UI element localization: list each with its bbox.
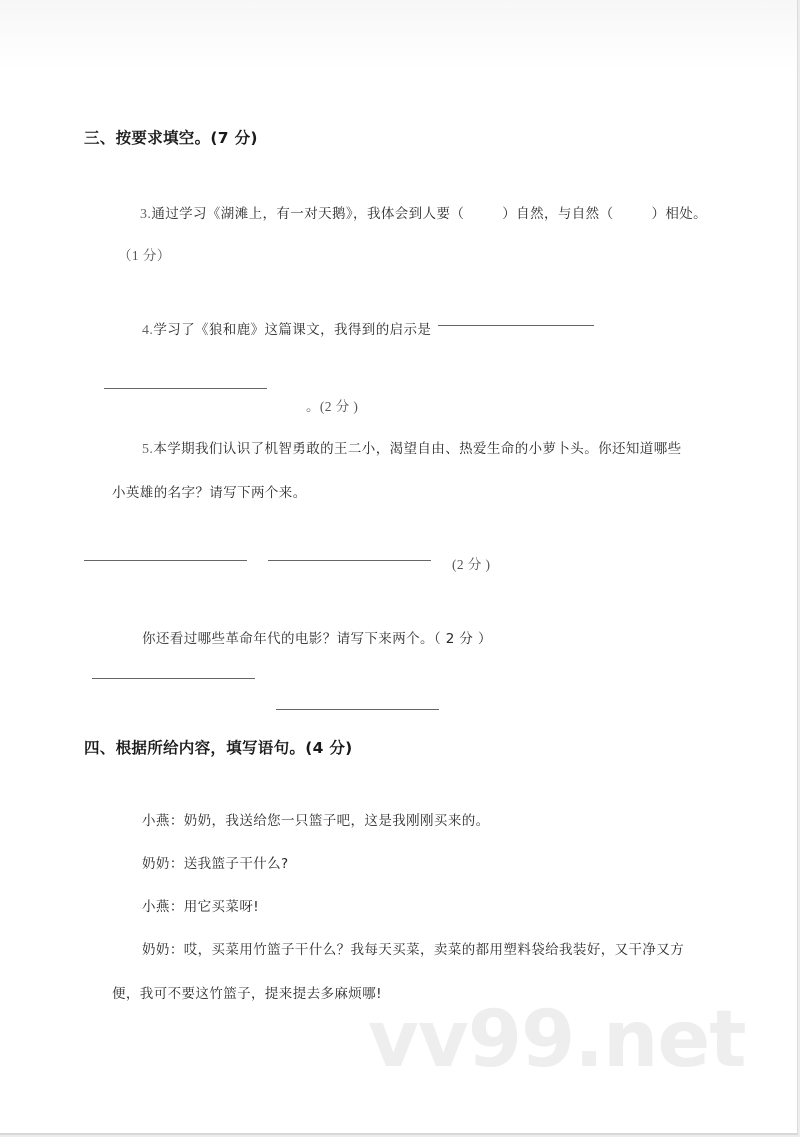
dialogue-colon: ：	[169, 813, 184, 829]
section-4-heading: 四、根据所给内容，填写语句。(4 分)	[84, 739, 353, 757]
dialogue-line-4-continuation: 便，我可不要这竹篮子，提来提去多麻烦哪!	[112, 986, 382, 1002]
dialogue-colon: ：	[169, 856, 184, 872]
watermark: vv99.net	[368, 995, 746, 1085]
dialogue-speaker: 奶奶	[142, 942, 170, 958]
section-3-heading: 三、按要求填空。(7 分)	[84, 129, 258, 147]
question-3-text-a: 通过学习《湖滩上，有一对天鹅》，我体会到人要（	[151, 206, 465, 222]
dialogue-speaker: 小燕	[142, 813, 170, 829]
question-4-number: 4.	[142, 323, 154, 338]
dialogue-text: 用它买菜呀!	[183, 899, 260, 915]
question-6-text: 你还看过哪些革命年代的电影？请写下来两个。（ 2 分 ）	[142, 631, 492, 647]
question-5-score: (2 分 )	[452, 557, 491, 572]
dialogue-line-4	[142, 938, 684, 958]
question-3-number: 3.	[140, 207, 152, 222]
question-5-text-1: 本学期我们认识了机智勇敢的王二小，渴望自由、热爱生命的小萝卜头。你还知道哪些	[153, 441, 682, 457]
question-5-answer-line-2[interactable]	[268, 560, 431, 561]
question-3-score: （1 分）	[118, 248, 171, 263]
question-4-score: 。(2 分 )	[306, 399, 359, 414]
question-5-line-2: 小英雄的名字？请写下两个来。	[112, 485, 307, 501]
question-5-number: 5.	[142, 442, 154, 457]
dialogue-colon: ：	[169, 942, 184, 958]
question-3-text-c: ）相处。	[651, 206, 708, 222]
question-4-answer-line-1[interactable]	[438, 325, 594, 326]
question-4-answer-line-2[interactable]	[104, 388, 267, 389]
dialogue-line-2	[142, 852, 289, 872]
question-6-answer-line-2[interactable]	[276, 709, 439, 710]
question-5-line-1	[142, 437, 682, 458]
question-5-answer-line-1[interactable]	[84, 560, 247, 561]
question-4-text: 学习了《狼和鹿》这篇课文，我得到的启示是	[153, 322, 432, 338]
question-3	[140, 202, 707, 223]
question-3-text-b: ）自然，与自然（	[502, 206, 614, 222]
dialogue-text: 送我篮子干什么?	[183, 856, 289, 872]
dialogue-line-3	[142, 895, 259, 915]
question-6-answer-line-1[interactable]	[92, 678, 255, 679]
dialogue-text: 奶奶，我送给您一只篮子吧，这是我刚刚买来的。	[183, 813, 490, 829]
dialogue-speaker: 小燕	[142, 899, 170, 915]
dialogue-colon: ：	[169, 899, 184, 915]
dialogue-speaker: 奶奶	[142, 856, 170, 872]
question-4	[142, 318, 431, 339]
dialogue-line-1	[142, 809, 490, 829]
dialogue-text: 哎，买菜用竹篮子干什么？我每天买菜，卖菜的都用塑料袋给我装好，又干净又方	[183, 942, 685, 958]
